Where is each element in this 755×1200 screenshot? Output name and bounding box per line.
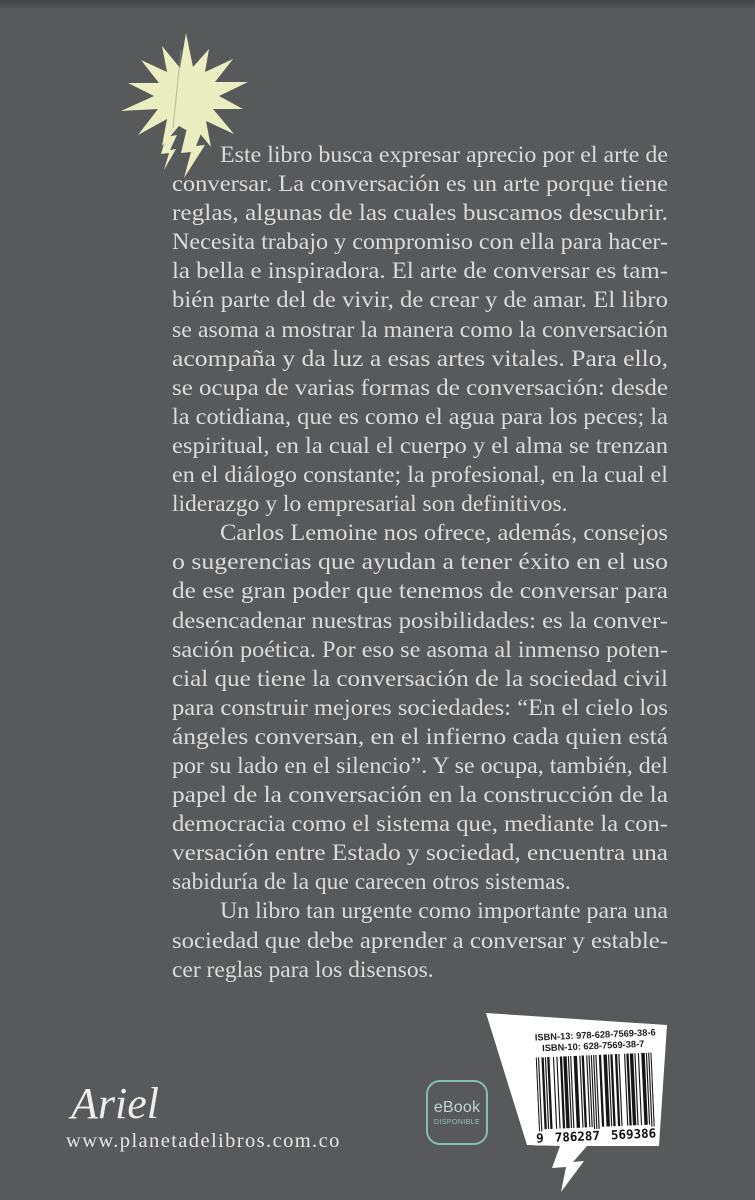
text-line: [172, 810, 668, 839]
text-line: [172, 665, 668, 694]
text-line-content: se asoma a mostrar la manera como la conversación: [172, 316, 668, 343]
isbn10-text: ISBN-10: 628-7569-38-7: [541, 1038, 645, 1054]
text-line: [172, 897, 668, 926]
text-line-content: cial que tiene la conversación de la sociedad civil: [172, 665, 668, 692]
text-line: [172, 868, 668, 897]
barcode-digit-group: 9: [535, 1130, 545, 1146]
isbn13-text: ISBN-13: 978-628-7569-38-6: [534, 1027, 656, 1043]
publisher-logo: Ariel: [71, 1079, 159, 1128]
text-line: [172, 199, 668, 228]
text-line-content: sabiduría de la que carecen otros sistemas.: [172, 869, 571, 896]
text-line-content: se ocupa de varias formas de conversación: desde: [172, 374, 668, 401]
text-line-content: reglas, algunas de las cuales buscamos descubrir.: [172, 200, 668, 227]
text-line: [172, 781, 668, 810]
text-line-content: Carlos Lemoine nos ofrece, además, consejos: [220, 520, 668, 547]
text-line: [172, 839, 668, 868]
text-line-content: Este libro busca expresar aprecio por el arte de: [220, 142, 668, 168]
text-line-content: Necesita trabajo y compromiso con ella para hacer-: [172, 229, 668, 256]
text-line: [172, 432, 668, 461]
text-line: [172, 345, 668, 374]
text-line: [172, 490, 668, 519]
text-line-content: la bella e inspiradora. El arte de conversar es tam-: [172, 258, 668, 285]
text-line: [172, 577, 668, 606]
text-line-content: conversar. La conversación es un arte porque tiene: [172, 171, 668, 198]
text-line-content: sación poética. Por eso se asoma al inmenso poten-: [172, 636, 668, 663]
barcode-digit-group: 786287: [554, 1127, 601, 1145]
text-line-content: versación entre Estado y sociedad, encuentra una: [172, 840, 668, 867]
text-line-content: la cotidiana, que es como el agua para los peces; la: [172, 403, 668, 430]
text-line-content: cer reglas para los disensos.: [172, 956, 434, 983]
text-line-content: acompaña y da luz a esas artes vitales. Para ello,: [172, 345, 668, 372]
text-line-content: ángeles conversan, en el infierno cada quien está: [172, 723, 668, 750]
ebook-badge: [426, 1080, 488, 1145]
text-line-content: Un libro tan urgente como importante para una: [220, 898, 668, 925]
text-line-content: por su lado en el silencio”. Y se ocupa, también, del: [172, 752, 668, 779]
text-line: [172, 927, 668, 956]
text-line-content: espiritual, en la cual el cuerpo y el alma se trenzan: [172, 432, 668, 459]
text-line-content: de ese gran poder que tenemos de conversar para: [172, 578, 668, 605]
text-line: [172, 723, 668, 752]
text-line: [172, 228, 668, 257]
barcode-digit-group: 569386: [610, 1125, 657, 1143]
text-line-content: para construir mejores sociedades: “En el cielo los: [172, 694, 668, 721]
text-line: [172, 956, 668, 985]
text-line: [172, 548, 668, 577]
text-line: [172, 636, 668, 665]
text-line: [172, 752, 668, 781]
ebook-badge-subtitle: DISPONIBLE: [433, 1117, 481, 1126]
text-line: [172, 694, 668, 723]
text-line: [172, 403, 668, 432]
text-line: [172, 519, 668, 548]
text-line-content: papel de la conversación en la construcción de la: [172, 782, 668, 809]
ebook-badge-title: eBook: [433, 1099, 481, 1116]
text-line-content: o sugerencias que ayudan a tener éxito en el uso: [172, 549, 668, 576]
text-line-content: bién parte del de vivir, de crear y de amar. El libro: [172, 287, 668, 314]
text-line: [172, 257, 668, 286]
text-line: [172, 141, 668, 170]
text-line: [172, 374, 668, 403]
barcode: [536, 1053, 656, 1146]
text-line-content: democracia como el sistema que, mediante la con-: [172, 811, 668, 838]
text-line: [172, 607, 668, 636]
text-line: [172, 170, 668, 199]
publisher-website: www.planetadelibros.com.co: [66, 1130, 341, 1152]
isbn-panel: [535, 1028, 656, 1146]
text-line: [172, 461, 668, 490]
back-cover-text: [172, 141, 668, 985]
text-line-content: sociedad que debe aprender a conversar y estable-: [172, 927, 668, 954]
text-line-content: en el diálogo constante; la profesional, en la cual el: [172, 462, 668, 489]
text-line: [172, 316, 668, 345]
text-line-content: desencadenar nuestras posibilidades: es la conver-: [172, 607, 668, 634]
text-line: [172, 286, 668, 315]
text-line-content: liderazgo y lo empresarial son definitivos.: [172, 491, 568, 518]
